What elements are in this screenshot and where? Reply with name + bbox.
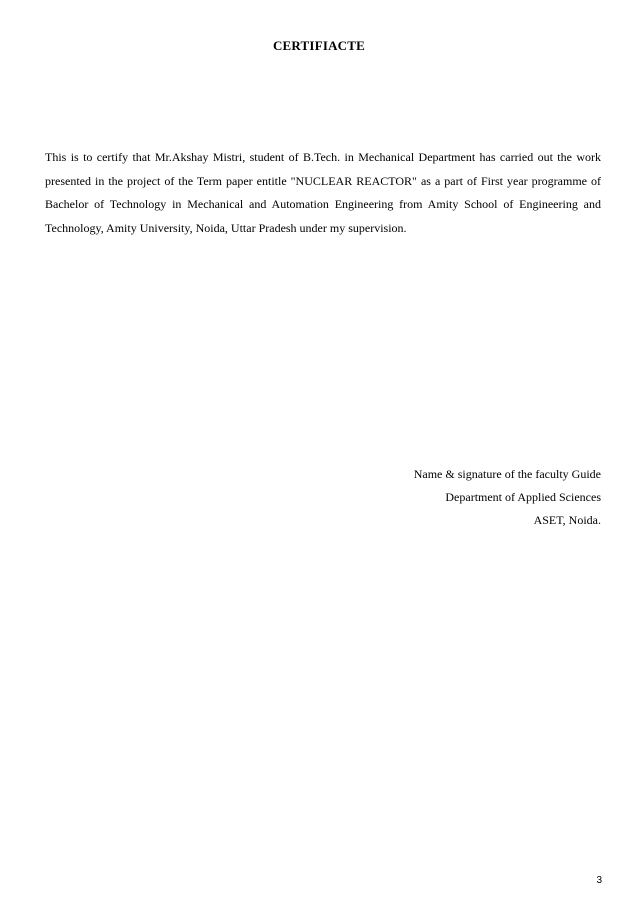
page-number: 3 — [596, 875, 602, 886]
page-title: CERTIFIACTE — [272, 38, 366, 53]
signature-line-department: Department of Applied Sciences — [445, 490, 601, 504]
signature-line-name: Name & signature of the faculty Guide — [413, 467, 601, 481]
signature-line-institute: ASET, Noida. — [533, 513, 601, 527]
signature-block — [414, 463, 601, 532]
certificate-body-text: This is to certify that Mr.Akshay Mistri, student of B.Tech. in Mechanical Department has carried out the work presented in the project of the Term paper entitle "NUCLEAR REACTOR" as a part of First year programme of Bachelor of Technology in Mechanical and Automation Engineering from Amity School of Engineering and Technology, Amity University, Noida, Uttar Pradesh under my supervision. — [45, 150, 601, 235]
